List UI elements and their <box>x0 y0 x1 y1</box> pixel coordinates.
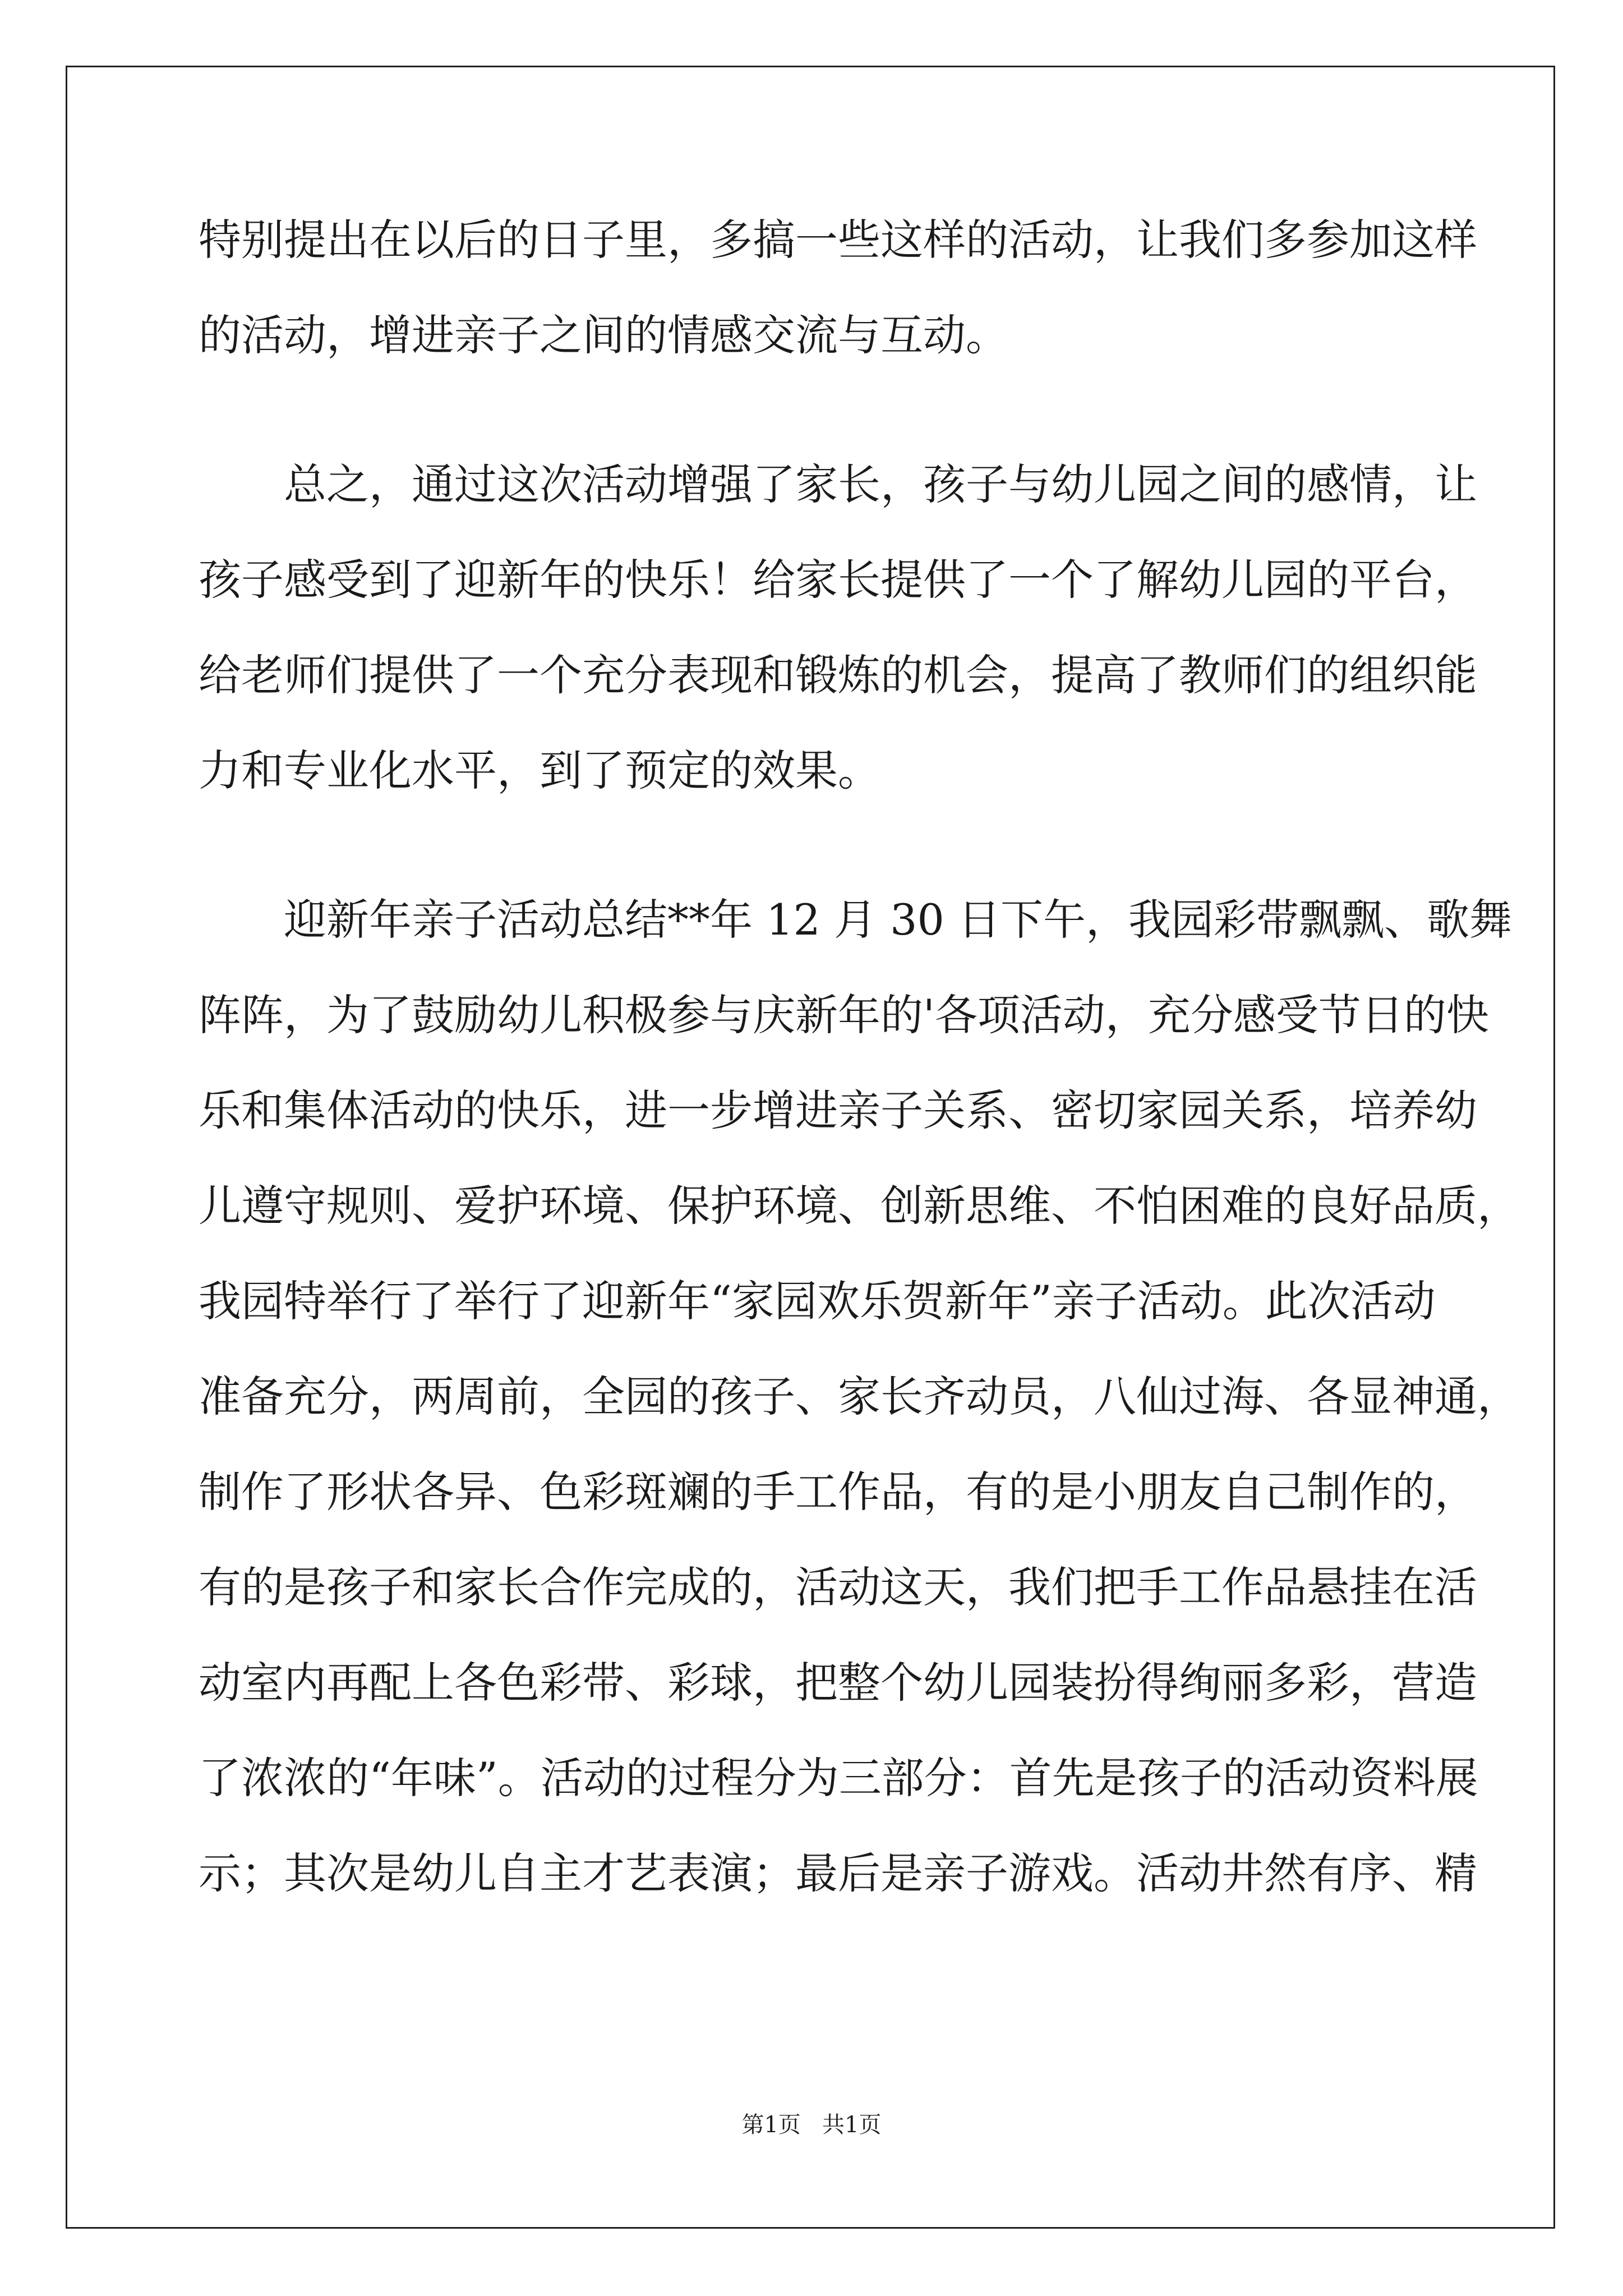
text-line: 动室内再配上各色彩带、彩球，把整个幼儿园装扮得绚丽多彩，营造 <box>199 1658 1477 1708</box>
text-line: 孩子感受到了迎新年的快乐！给家长提供了一个了解幼儿园的平台， <box>199 555 1477 605</box>
text-line: 我园特举行了举行了迎新年“家园欢乐贺新年”亲子活动。此次活动 <box>199 1276 1436 1326</box>
text-line: 总之，通过这次活动增强了家长，孩子与幼儿园之间的感情，让 <box>199 459 1477 509</box>
text-line: 准备充分，两周前，全园的孩子、家长齐动员，八仙过海、各显神通， <box>199 1372 1520 1421</box>
text-line: 阵阵，为了鼓励幼儿积极参与庆新年的'各项活动，充分感受节日的快 <box>199 990 1489 1040</box>
text-line: 迎新年亲子活动总结**年 12 月 30 日下午，我园彩带飘飘、歌舞 <box>199 895 1513 945</box>
text-line: 示；其次是幼儿自主才艺表演；最后是亲子游戏。活动井然有序、精 <box>199 1848 1477 1898</box>
text-line: 儿遵守规则、爱护环境、保护环境、创新思维、不怕困难的良好品质， <box>199 1181 1520 1231</box>
text-line: 有的是孩子和家长合作完成的，活动这天，我们把手工作品悬挂在活 <box>199 1562 1477 1612</box>
text-line: 乐和集体活动的快乐，进一步增进亲子关系、密切家园关系，培养幼 <box>199 1085 1477 1135</box>
page-footer: 第1页 共1页 <box>741 2112 882 2138</box>
text-line: 力和专业化水平，到了预定的效果。 <box>199 746 880 795</box>
text-line: 制作了形状各异、色彩斑斓的手工作品，有的是小朋友自己制作的， <box>199 1467 1477 1517</box>
text-line: 特别提出在以后的日子里，多搞一些这样的活动，让我们多参加这样 <box>199 215 1477 265</box>
text-line: 的活动，增进亲子之间的情感交流与互动。 <box>199 310 1008 360</box>
text-line: 给老师们提供了一个充分表现和锻炼的机会，提高了教师们的组织能 <box>199 650 1477 700</box>
text-line: 了浓浓的“年味”。活动的过程分为三部分：首先是孩子的活动资料展 <box>199 1753 1478 1803</box>
document-body <box>199 215 1520 1898</box>
